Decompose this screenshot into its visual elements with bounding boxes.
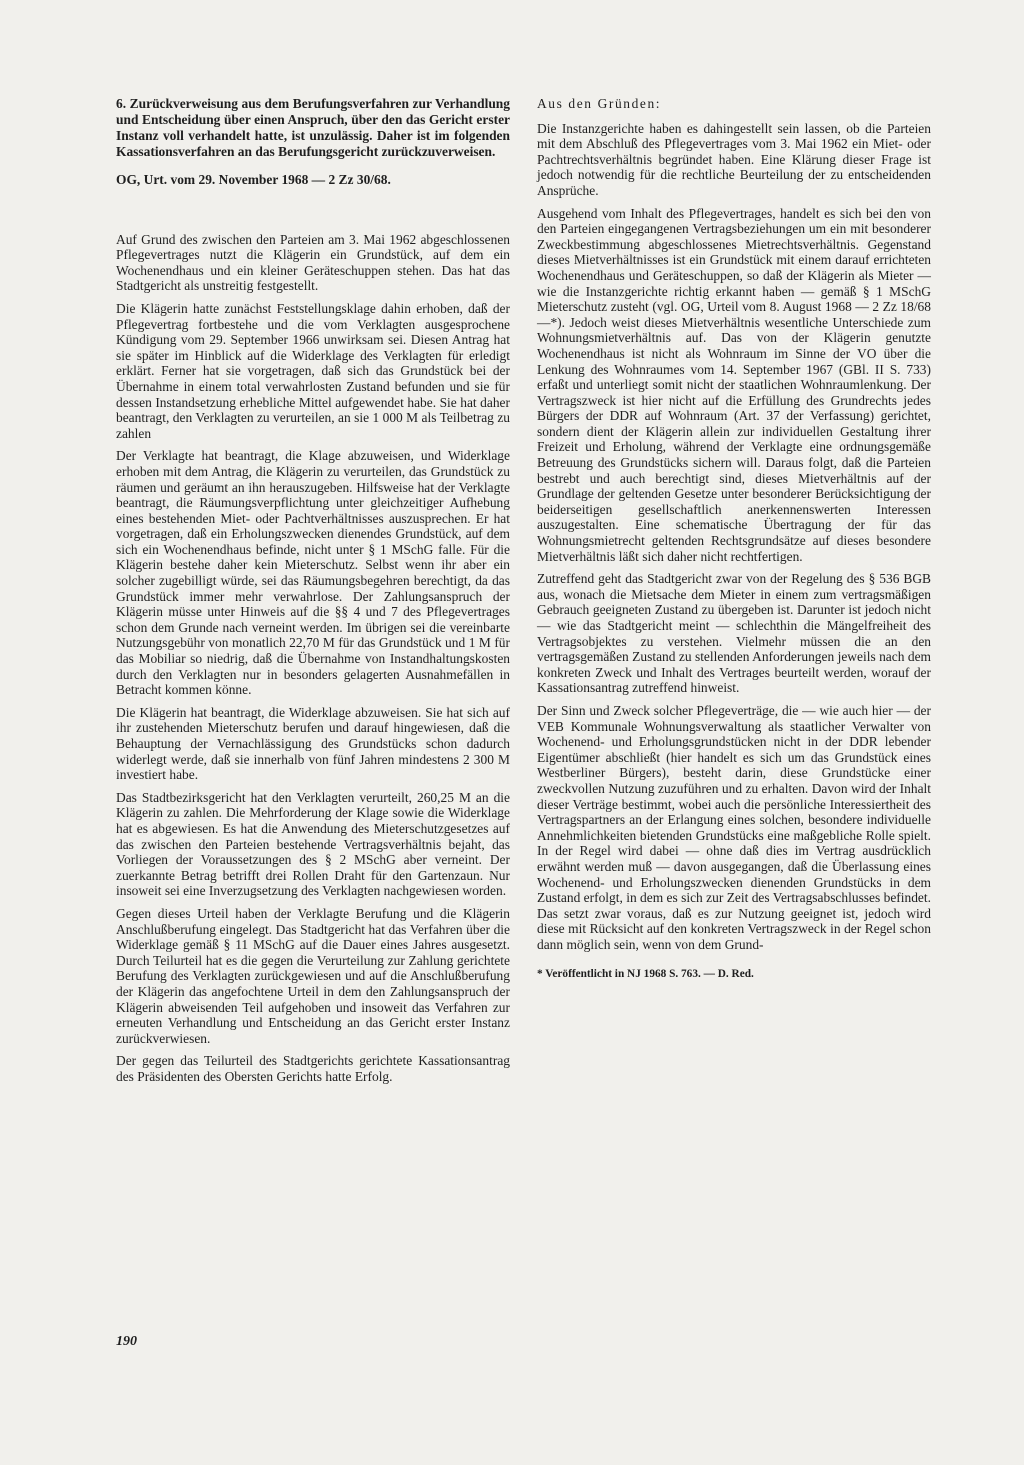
page-number: 190 [116,1334,137,1349]
body-paragraph: Ausgehend vom Inhalt des Pflegevertrages, handelt es sich bei den von den Parteien eingegangenen Vertragsbeziehungen um ein mit besonderer Zweckbestimmung abgeschlossenes Mietrechtsverhältnis. Gegenstand dieses Mietverhältnisses ist ein Grundstück mit einem darauf errichteten Wochenendhaus und Geräteschuppen, so daß der Klägerin als Mieter — wie die Instanzgerichte richtig erkannt haben — gemäß § 1 MSchG Mieterschutz zusteht (vgl. OG, Urteil vom 8. August 1968 — 2 Zz 18/68 —*). Jedoch weist dieses Mietverhältnis wesentliche Unterschiede zum Wohnungsmietverhältnis auf. Das von der Klägerin genutzte Wochenendhaus ist nicht als Wohnraum im Sinne der VO über die Lenkung des Wohnraumes vom 14. September 1967 (GBl. II S. 733) erfaßt und unterliegt somit nicht der staatlichen Wohnraumlenkung. Der Vertragszweck ist hier nicht auf die Erfüllung des Grundrechts jedes Bürgers der DDR auf Wohnraum (Art. 37 der Verfassung) gerichtet, sondern dient der Klägerin allein zur individuellen Gestaltung ihrer Freizeit und Erholung, während der Verklagte eine ordnungsgemäße Betreuung des Grundstücks sichern will. Daraus folgt, daß die Parteien bestrebt und auch berechtigt sind, dieses Mietverhältnis auf der Grundlage der geltenden Gesetze unter besonderer Berücksichtigung der beiderseitigen gesellschaftlich anerkennenswerten Interessen auszugestalten. Eine schematische Übertragung der für das Wohnungsmietrecht geltenden Rechtsgrundsätze auf dieses besondere Mietverhältnis läßt sich daher nicht rechtfertigen. [537,205,931,564]
section-title: Aus den Gründen: [537,96,662,111]
body-paragraph: Die Klägerin hatte zunächst Feststellungsklage dahin erhoben, daß der Pflegevertrag fortbestehe und die vom Verklagten ausgesprochene Kündigung vom 29. September 1966 unwirksam sei. Diesen Antrag hat sie später im Hinblick auf die Widerklage des Verklagten für erledigt erklärt. Ferner hat sie vorgetragen, daß sich das Grundstück bei der Übernahme in einem total verwahrlosten Zustand befunden und sie für dessen Instandsetzung erhebliche Mittel aufgewendet habe. Sie hat daher beantragt, den Verklagten zu verurteilen, an sie 1 000 M als Teilbetrag zu zahlen [116,300,510,441]
body-paragraph: Der Verklagte hat beantragt, die Klage abzuweisen, und Widerklage erhoben mit dem Antrag, die Klägerin zu verurteilen, das Grundstück zu räumen und geräumt an ihn herauszugeben. Hilfsweise hat der Verklagte beantragt, die Räumungsverpflichtung unter gleichzeitiger Aufhebung eines bestehenden Miet- oder Pachtverhältnisses auszusprechen. Er hat vorgetragen, daß ein Erholungszwecken dienendes Grundstück, auf dem sich ein Wochenendhaus befinde, nicht unter § 1 MSchG falle. Für die Klägerin bestehe daher kein Mieterschutz. Selbst wenn ihr aber ein solcher zugebilligt würde, sei das Räumungsbegehren berechtigt, da das Grundstück immer mehr verwahrlose. Der Zahlungsanspruch der Klägerin müsse unter Hinweis auf die §§ 4 und 7 des Pflegevertrages schon dem Grunde nach verneint werden. Im übrigen sei die vereinbarte Nutzungsgebühr von monatlich 22,70 M für das Grundstück und 1 M für das Mobiliar so niedrig, daß die Übernahme von Instandhaltungskosten durch den Verklagten nur in besonders gelagerten Ausnahmefällen in Betracht kommen könne. [116,448,510,698]
body-paragraph: Gegen dieses Urteil haben der Verklagte Berufung und die Klägerin Anschlußberufung eingelegt. Das Stadtgericht hat das Verfahren über die Widerklage gemäß § 11 MSchG auf die Dauer eines Jahres ausgesetzt. Durch Teilurteil hat es die gegen die Verurteilung zur Zahlung gerichtete Berufung des Verklagten zurückgewiesen und auf die Anschlußberufung der Klägerin das angefochtene Urteil in dem den Zahlungsanspruch der Klägerin abweisenden Teil aufgehoben und insoweit das Verfahren zur erneuten Verhandlung und Entscheidung an das Gericht erster Instanz zurückverwiesen. [116,905,510,1046]
footnote: * Veröffentlicht in NJ 1968 S. 763. — D. Red. [537,968,754,981]
body-paragraph: Die Klägerin hat beantragt, die Widerklage abzuweisen. Sie hat sich auf ihr zustehenden Mieterschutz berufen und darauf hingewiesen, daß die Behauptung der Vernachlässigung des Grundstücks schon dadurch widerlegt werde, daß sie innerhalb von fünf Jahren mindestens 2 300 M investiert habe. [116,704,510,783]
body-paragraph: Der gegen das Teilurteil des Stadtgerichts gerichtete Kassationsantrag des Präsidenten des Obersten Gerichts hatte Erfolg. [116,1053,510,1084]
left-column [116,96,510,1091]
headnote: 6. Zurückverweisung aus dem Berufungsverfahren zur Verhandlung und Entscheidung über einen Anspruch, über den das Gericht erster Instanz voll verhandelt hatte, ist unzulässig. Daher ist im folgenden Kassationsverfahren an das Berufungsgericht zurückzuverweisen. [116,96,510,159]
body-paragraph: Der Sinn und Zweck solcher Pflegeverträge, die — wie auch hier — der VEB Kommunale Wohnungsverwaltung als staatlicher Verwalter von Wochenend- und Erholungsgrundstücken nicht in der DDR lebender Eigentümer abschließt (hier handelt es sich um das Grundstück eines Westberliner Bürgers), besteht darin, diese Grundstücke einer zweckvollen Nutzung zuzuführen und zu erhalten. Davon wird der Inhalt dieser Verträge bestimmt, wobei auch die persönliche Interessiertheit des Vertragspartners an der Erlangung eines solchen, besondere individuelle Annehmlichkeiten bietenden Grundstücks eine maßgebliche Rolle spielt. In der Regel wird dabei — ohne daß dies im Vertrag ausdrücklich erwähnt werden muß — davon ausgegangen, daß die Überlassung eines Wochenend- und Erholungszwecken dienenden Grundstücks in dem Zustand erfolgt, in dem es sich zur Zeit des Vertragsabschlusses befindet. Das setzt zwar voraus, daß es zur Nutzung geeignet ist, jedoch wird diese mit Rücksicht auf den konkreten Vertragszweck in der Regel schon dann möglich sein, wenn von dem Grund- [537,702,931,952]
body-paragraph: Die Instanzgerichte haben es dahingestellt sein lassen, ob die Parteien mit dem Abschluß des Pflegevertrages vom 3. Mai 1962 ein Miet- oder Pachtrechtsverhältnis begründet haben. Eine Klärung dieser Frage ist jedoch notwendig für die rechtliche Beurteilung der zu entscheidenden Ansprüche. [537,120,931,198]
body-paragraph: Das Stadtbezirksgericht hat den Verklagten verurteilt, 260,25 M an die Klägerin zu zahlen. Die Mehrforderung der Klage sowie die Widerklage hat es abgewiesen. Es hat die Anwendung des Mieterschutzgesetzes auf das zwischen den Parteien bestehende Vertragsverhältnis bejaht, das Vorliegen der Voraussetzungen des § 2 MSchG aber verneint. Der zuerkannte Betrag betrifft drei Rollen Draht für den Gartenzaun. Nur insoweit sei eine Inverzugsetzung des Verklagten nachgewiesen worden. [116,789,510,899]
body-paragraph: Zutreffend geht das Stadtgericht zwar von der Regelung des § 536 BGB aus, wonach die Mietsache dem Mieter in einem zum vertragsmäßigen Gebrauch geeigneten Zustand zu übergeben ist. Darunter ist jedoch nicht — wie das Stadtgericht meint — schlechthin die Mängelfreiheit des Vertragsobjektes zu verstehen. Vielmehr müssen die an den vertragsgemäßen Zustand zu stellenden Anforderungen jeweils nach dem konkreten Zweck und Inhalt des Vertrages beurteilt werden, worauf der Kassationsantrag zutreffend hinweist. [537,571,931,696]
right-column [537,96,931,988]
court-citation: OG, Urt. vom 29. November 1968 — 2 Zz 30/68. [116,172,391,187]
body-paragraph: Auf Grund des zwischen den Parteien am 3. Mai 1962 abgeschlossenen Pflegevertrages nutzt die Klägerin ein Grundstück, auf dem ein Wochenendhaus und ein kleiner Geräteschuppen stehen. Das hat das Stadtgericht als unstreitig festgestellt. [116,231,510,294]
